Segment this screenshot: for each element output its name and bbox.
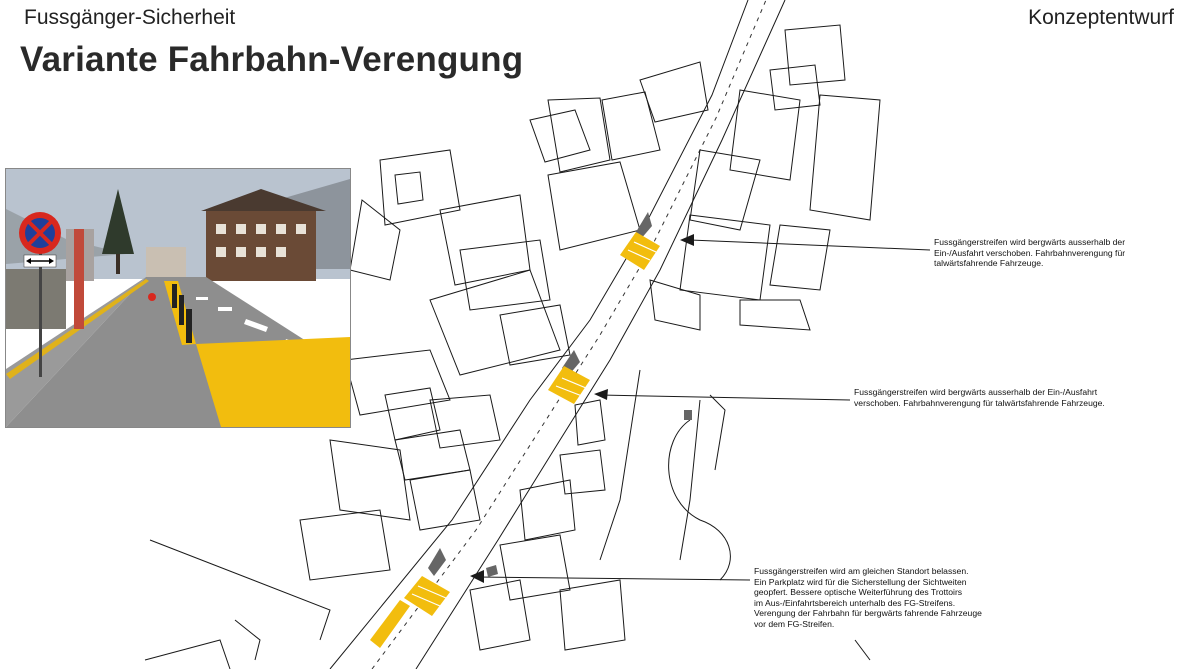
leader-arrow-3 <box>478 577 750 580</box>
annotation-crossing-top: Fussgängerstreifen wird bergwärts ausserhalb der Ein-/Ausfahrt verschoben. Fahrbahnverengung für talwärtsfahrende Fahrzeuge. <box>934 237 1126 269</box>
leader-arrow-1 <box>690 240 930 250</box>
photo-narrowing-area <box>196 337 350 427</box>
crossing-2 <box>548 366 590 404</box>
road-edge-left <box>330 0 748 669</box>
leader-arrow-2 <box>600 395 850 400</box>
annotation-crossing-bottom: Fussgängerstreifen wird am gleichen Standort belassen. Ein Parkplatz wird für die Sicherstellung der Sichtweiten geopfert. Bessere optische Weiterführung des Trottoirs im Aus-/Einfahrtsbereich unterhalb des FG-Streifens. Verengung der Fahrbahn für bergwärts fahrende Fahrzeuge vor dem FG-Streifen. <box>754 566 982 629</box>
crossings <box>370 232 660 648</box>
document-title: Variante Fahrbahn-Verengung <box>20 40 524 79</box>
crossing-3 <box>404 576 450 616</box>
street-photo <box>5 168 351 428</box>
document-subtitle: Fussgänger-Sicherheit <box>24 6 236 29</box>
document-stage-label: Konzeptentwurf <box>1028 6 1174 29</box>
annotation-crossing-middle: Fussgängerstreifen wird bergwärts ausserhalb der Ein-/Ausfahrt verschoben. Fahrbahnverengung für talwärtsfahrende Fahrzeuge. <box>854 387 1105 408</box>
